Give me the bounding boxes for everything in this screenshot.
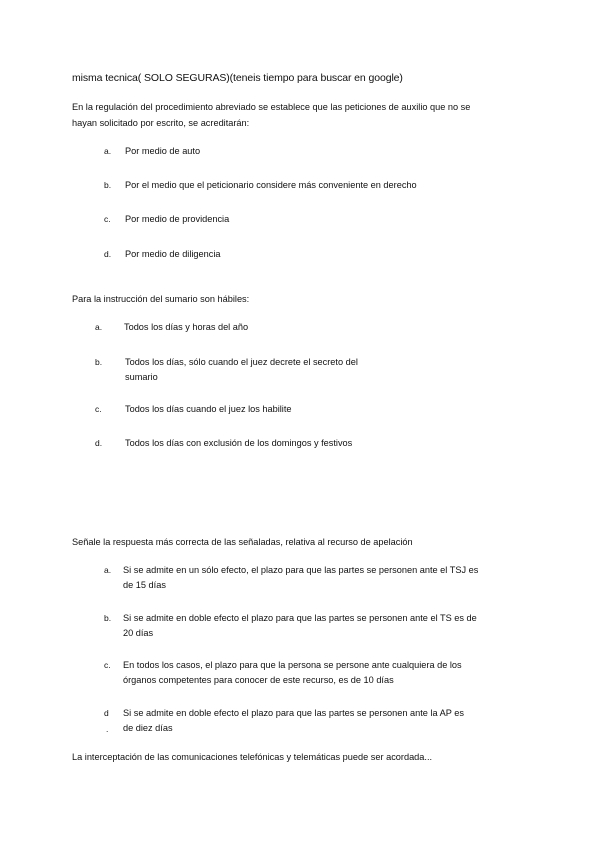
option-text-line-1: Todos los días, sólo cuando el juez decrete el secreto del [125, 357, 358, 367]
option-letter: b. [95, 357, 103, 367]
option-text-line-2: órganos competentes para conocer de este recurso, es de 10 días [123, 675, 394, 685]
option-letter: c. [104, 214, 111, 224]
option-text-line-2: de diez días [123, 723, 173, 733]
option-text-line-2: 20 días [123, 628, 154, 638]
option-text [123, 706, 464, 736]
option-text: Por medio de providencia [125, 214, 230, 224]
option-letter: a. [104, 146, 112, 156]
option-text-line-1: Si se admite en un sólo efecto, el plazo para que las partes se personen ante el TSJ es [123, 565, 479, 575]
question-3-prompt [72, 534, 413, 550]
option-letter: a. [104, 565, 112, 575]
option-text [125, 355, 358, 385]
option-letter-dot: . [106, 724, 109, 734]
option-text [123, 611, 477, 641]
option-text [123, 563, 478, 593]
option-text: Todos los días con exclusión de los domingos y festivos [125, 438, 353, 448]
question-1-prompt-line-1: En la regulación del procedimiento abreviado se establece que las peticiones de auxilio que no se [72, 102, 471, 112]
question-1-prompt [72, 99, 470, 131]
option-text: Todos los días cuando el juez los habilite [125, 404, 292, 414]
option-letter: b. [104, 613, 112, 623]
option-text: Por el medio que el peticionario considere más conveniente en derecho [125, 180, 417, 190]
option-text: Por medio de diligencia [125, 249, 221, 259]
question-3-prompt-line-1: Señale la respuesta más correcta de las señaladas, relativa al recurso de apelación [72, 537, 413, 547]
option-text: Por medio de auto [125, 146, 201, 156]
option-text [123, 658, 462, 688]
option-text-line-1: En todos los casos, el plazo para que la persona se persone ante cualquiera de los [123, 660, 462, 670]
option-letter: a. [95, 322, 103, 332]
question-1-prompt-line-2: hayan solicitado por escrito, se acreditarán: [72, 118, 250, 128]
option-text-line-1: Si se admite en doble efecto el plazo para que las partes se personen ante la AP es [123, 708, 465, 718]
option-letter: c. [104, 660, 111, 670]
option-text-line-2: de 15 días [123, 580, 166, 590]
option-letter: d. [104, 249, 112, 259]
question-4-prompt [72, 749, 432, 765]
option-letter: c. [95, 404, 102, 414]
option-letter: d [104, 708, 109, 718]
option-letter: d. [95, 438, 103, 448]
question-2-prompt-line-1: Para la instrucción del sumario son hábiles: [72, 294, 250, 304]
option-text-line-2: sumario [125, 372, 158, 382]
option-letter: b. [104, 180, 112, 190]
question-4-prompt-line-1: La interceptación de las comunicaciones telefónicas y telemáticas puede ser acordada... [72, 752, 433, 762]
document-heading: misma tecnica( SOLO SEGURAS)(teneis tiempo para buscar en google) [72, 72, 403, 84]
question-2-prompt [72, 291, 249, 307]
option-text: Todos los días y horas del año [124, 322, 249, 332]
option-text-line-1: Si se admite en doble efecto el plazo para que las partes se personen ante el TS es de [123, 613, 477, 623]
